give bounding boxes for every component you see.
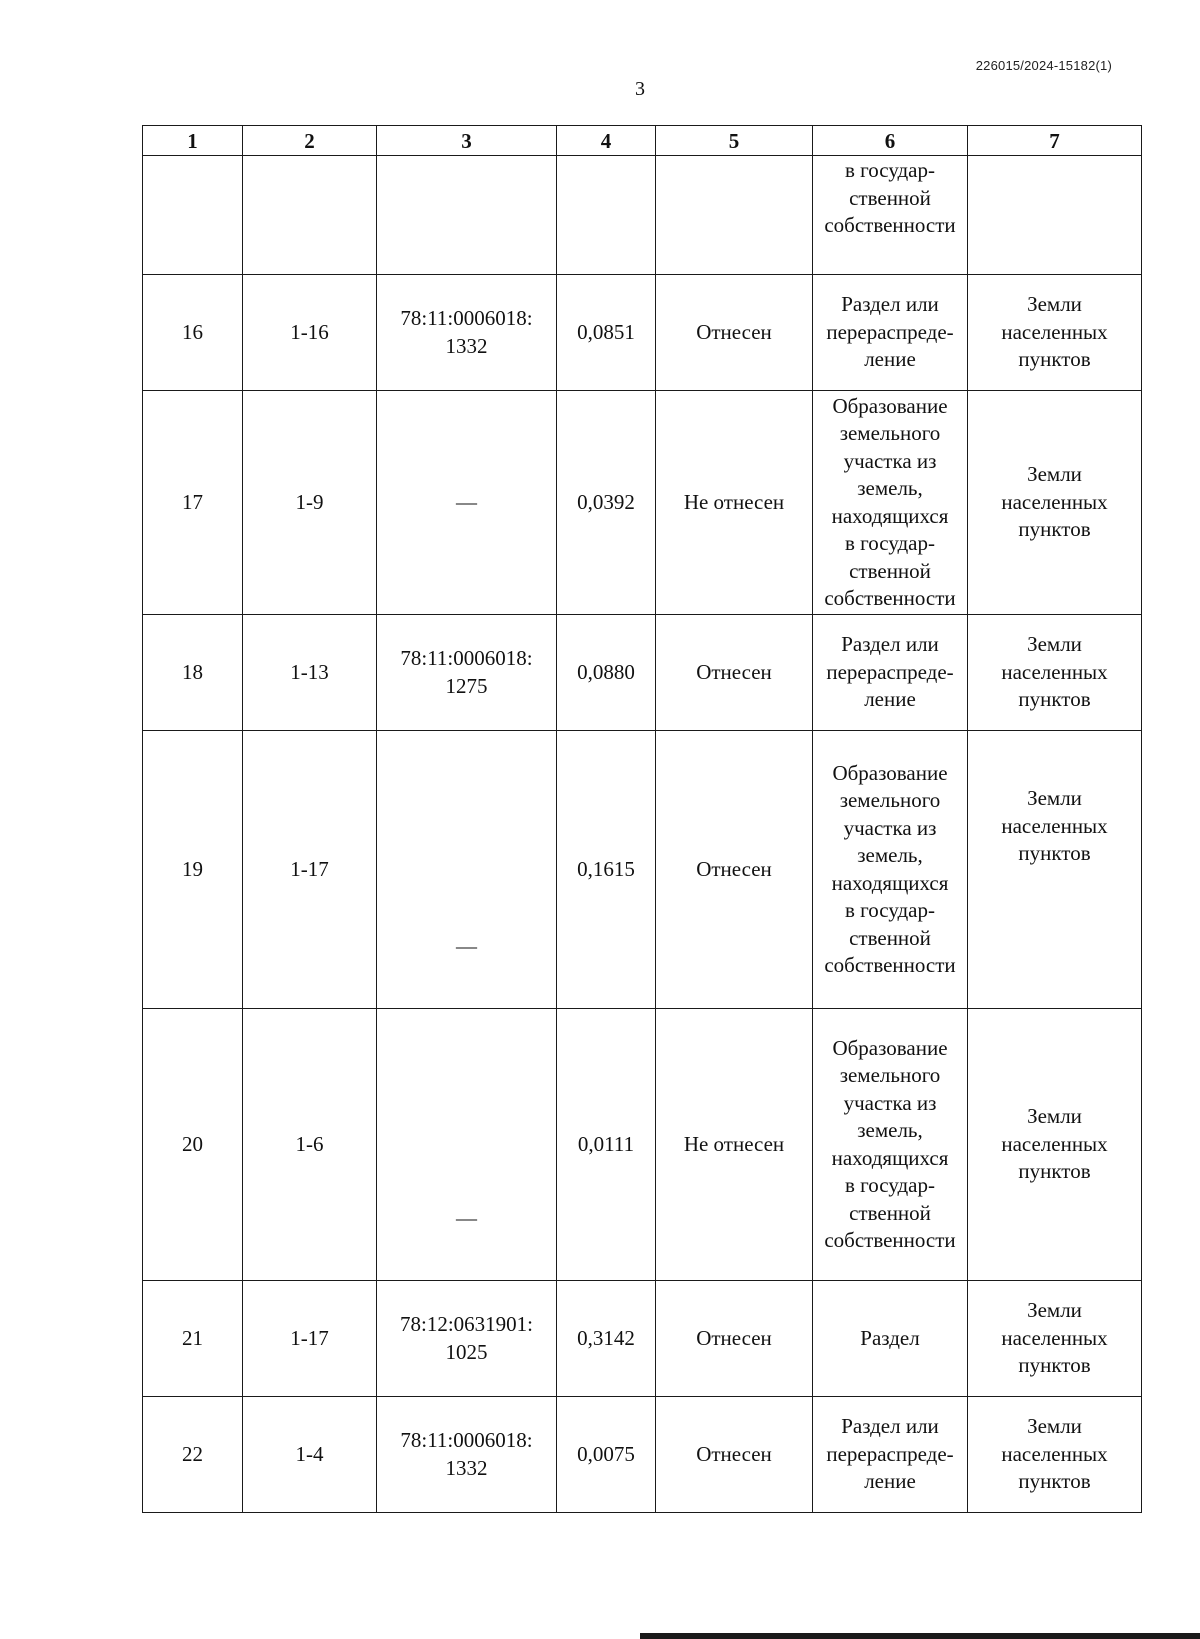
cell-formation-method: Образование земельного участка из земель, находящихся в государ- ственной собственности (813, 391, 968, 615)
cell-cadastral-number: — (377, 1009, 557, 1281)
cell-designation: 1-17 (243, 1281, 377, 1397)
table-row (143, 731, 1142, 1009)
column-header: 5 (656, 126, 813, 156)
cell-number (143, 156, 243, 275)
cell-formation-method: Раздел или перераспреде- ление (813, 1397, 968, 1513)
cell-status: Не отнесен (656, 391, 813, 615)
cell-formation-method: в государ- ственной собственности (813, 156, 968, 275)
cell-cadastral-number (377, 156, 557, 275)
column-header: 7 (968, 126, 1142, 156)
cell-land-category: Земли населенных пунктов (968, 1009, 1142, 1281)
table-row (143, 615, 1142, 731)
cell-area: 0,0880 (557, 615, 656, 731)
table-row (143, 1397, 1142, 1513)
cell-status (656, 156, 813, 275)
cell-area: 0,3142 (557, 1281, 656, 1397)
cell-area: 0,0075 (557, 1397, 656, 1513)
table-row (143, 275, 1142, 391)
cell-status: Не отнесен (656, 1009, 813, 1281)
cell-cadastral-number: — (377, 391, 557, 615)
cell-area: 0,0392 (557, 391, 656, 615)
cell-number: 21 (143, 1281, 243, 1397)
cell-formation-method: Раздел или перераспреде- ление (813, 275, 968, 391)
cell-designation: 1-4 (243, 1397, 377, 1513)
cell-status: Отнесен (656, 275, 813, 391)
cell-land-category: Земли населенных пунктов (968, 731, 1142, 1009)
column-header: 1 (143, 126, 243, 156)
cell-designation: 1-9 (243, 391, 377, 615)
scan-edge-rule (640, 1633, 1200, 1639)
page-number: 3 (635, 78, 645, 100)
column-header: 6 (813, 126, 968, 156)
cell-formation-method: Раздел (813, 1281, 968, 1397)
cell-cadastral-number: 78:11:0006018: 1275 (377, 615, 557, 731)
cell-formation-method: Раздел или перераспреде- ление (813, 615, 968, 731)
cell-land-category: Земли населенных пунктов (968, 1281, 1142, 1397)
cell-cadastral-number: 78:12:0631901: 1025 (377, 1281, 557, 1397)
land-plots-table (142, 125, 1142, 1513)
cell-land-category: Земли населенных пунктов (968, 615, 1142, 731)
cell-status: Отнесен (656, 1281, 813, 1397)
continuation-row (143, 156, 1142, 275)
cell-designation: 1-6 (243, 1009, 377, 1281)
cell-designation: 1-16 (243, 275, 377, 391)
cell-land-category (968, 156, 1142, 275)
cell-area: 0,0111 (557, 1009, 656, 1281)
cell-land-category: Земли населенных пунктов (968, 391, 1142, 615)
cell-number: 20 (143, 1009, 243, 1281)
table-row (143, 391, 1142, 615)
cell-land-category: Земли населенных пунктов (968, 1397, 1142, 1513)
column-header: 3 (377, 126, 557, 156)
column-number-header-row (143, 126, 1142, 156)
table-row (143, 1281, 1142, 1397)
cell-number: 16 (143, 275, 243, 391)
cell-designation (243, 156, 377, 275)
cell-formation-method: Образование земельного участка из земель, находящихся в государ- ственной собственности (813, 1009, 968, 1281)
document-id: 226015/2024-15182(1) (975, 58, 1112, 73)
cell-status: Отнесен (656, 615, 813, 731)
cell-area (557, 156, 656, 275)
cell-designation: 1-13 (243, 615, 377, 731)
cell-number: 17 (143, 391, 243, 615)
cell-cadastral-number: 78:11:0006018: 1332 (377, 1397, 557, 1513)
cell-number: 18 (143, 615, 243, 731)
cell-number: 22 (143, 1397, 243, 1513)
cell-formation-method: Образование земельного участка из земель, находящихся в государ- ственной собственности (813, 731, 968, 1009)
column-header: 2 (243, 126, 377, 156)
cell-area: 0,1615 (557, 731, 656, 1009)
cell-status: Отнесен (656, 1397, 813, 1513)
cell-cadastral-number: 78:11:0006018: 1332 (377, 275, 557, 391)
cell-land-category: Земли населенных пунктов (968, 275, 1142, 391)
cell-cadastral-number: — (377, 731, 557, 1009)
table-row (143, 1009, 1142, 1281)
cell-area: 0,0851 (557, 275, 656, 391)
column-header: 4 (557, 126, 656, 156)
cell-designation: 1-17 (243, 731, 377, 1009)
cell-number: 19 (143, 731, 243, 1009)
cell-status: Отнесен (656, 731, 813, 1009)
